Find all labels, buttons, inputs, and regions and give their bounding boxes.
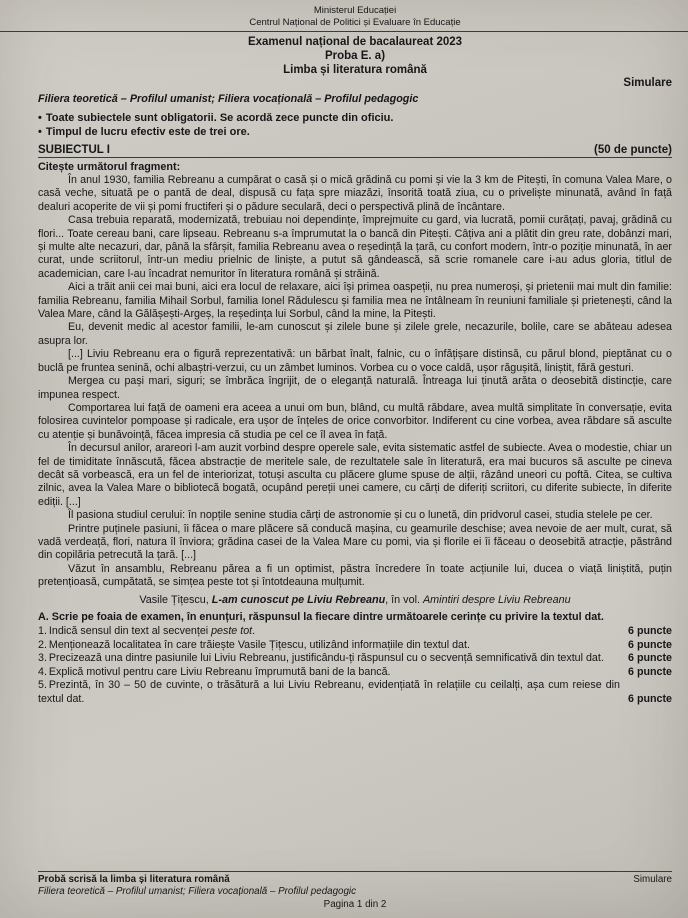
question-2 <box>38 639 672 653</box>
attribution-mid: , în vol. <box>385 593 423 606</box>
question-text: Explică motivul pentru care Liviu Rebreanu împrumută bani de la bancă. <box>48 665 391 678</box>
attribution-work-title: L-am cunoscut pe Liviu Rebreanu <box>211 593 386 606</box>
question-text-end: . <box>252 625 256 638</box>
question-number: 5. <box>38 679 47 692</box>
question-points: 6 puncte <box>628 652 672 665</box>
exam-title: Examenul național de bacalaureat 2023 <box>247 36 463 48</box>
question-text: Precizează una dintre pasiunile lui Liviu Rebreanu, justificându-ți răspunsul cu o secvență semnificativă din textul dat. <box>48 652 604 665</box>
fragment-text <box>38 174 672 590</box>
question-text: Indică sensul din text al secvenței <box>48 625 212 638</box>
footer-proba: Probă scrisă la limba și literatura română <box>38 873 230 885</box>
fragment-paragraph: Casa trebuia reparată, modernizată, trebuiau noi dependințe, împrejmuite cu gard, via lucrată, pomii curățați, pavaj, grădină cu flori... Toate cereau bani, care lipseau. Rebreanu s-a împrumutat la o bancă din Pitești. Câțiva ani a plătit din greu rate, dobânzi mari, și multe alte necazuri, dar, până la sfârșit, familia Rebreanu avea o reședință la țară, cu confort modern, într-o poziție minunată, în aer curat, unde scriitorul, într-un mediu prielnic de liniște, a putut să gândească, să scrie romanele care i-au adus gloria, titlul de academician, care l-au încadrat nemuritor în literatura română și străină. <box>38 214 672 280</box>
question-number: 2. <box>38 638 47 651</box>
fragment-paragraph: Eu, devenit medic al acestor familii, le-am cunoscut și zilele bune și zilele grele, necazurile, bolile, care se abăteau adesea asupra lor. <box>38 321 672 347</box>
bullet-icon: • <box>38 126 42 138</box>
footer-page-number: Pagina 1 din 2 <box>323 898 387 910</box>
exam-title-block <box>38 35 672 77</box>
question-text: Prezintă, în 30 – 50 de cuvinte, o trăsătură a lui Liviu Rebreanu, evidențiată în relațiile cu ceilalți, așa cum reiese din textul dat. <box>38 679 620 705</box>
bullet-icon: • <box>38 112 42 124</box>
fragment-paragraph: Îl pasiona studiul cerului: în nopțile senine studia cărți de astronomie și cu o lunetă, din pridvorul casei, studia stelele pe cer. <box>68 509 653 522</box>
document-header <box>0 5 688 32</box>
question-number: 4. <box>38 665 47 678</box>
fragment-prompt: Citește următorul fragment: <box>38 161 181 173</box>
question-3 <box>38 652 672 666</box>
instruction-text: Timpul de lucru efectiv este de trei ore. <box>45 126 250 138</box>
filiera-line: Filiera teoretică – Profilul umanist; Filiera vocațională – Profilul pedagogic <box>38 93 419 105</box>
simulare-label: Simulare <box>623 77 672 89</box>
question-number: 1. <box>38 625 47 638</box>
fragment-paragraph: În decursul anilor, arareori l-am auzit vorbind despre operele sale, evita sistematic astfel de subiecte. Avea o modestie, chiar un fel de timiditate înnăscută, făcea abstracție de meritele sale, de rezultatele sale în literatură, era mai bucuros să asculte pe cineva decât să vorbească, era un fel de interiorizat, totuși asculta cu plăcere glume spuse de alții, râzând uneori cu poftă. Citea, se cultiva zilnic, avea la Valea Mare o bibliotecă bogată, ocupând pereții unei camere, cu cărți de diferiți scriitori, cu diferite subiecte, în diferite ediții. [...] <box>38 442 672 508</box>
question-4 <box>38 666 672 680</box>
question-text: Menționează localitatea în care trăiește Vasile Țițescu, utilizând informațiile din textul dat. <box>48 638 470 651</box>
fragment-paragraph: Comportarea lui față de oameni era aceea a unui om bun, blând, cu multă răbdare, avea multă simplitate în conversație, evita folosirea cuvintelor pompoase și radicale, era ușor de înțeles de orice convorbitor. Indiferent cu cine vorbea, avea răbdare să asculte cu atenție și bunăvoință, făcea impresia că studia pe cel ce îl avea în față. <box>38 401 672 441</box>
subiect-header <box>38 144 672 158</box>
question-1 <box>38 625 672 639</box>
section-a-intro: A. Scrie pe foaia de examen, în enunțuri, răspunsul la fiecare dintre următoarele cerințe cu privire la textul dat. <box>38 610 604 623</box>
instruction-item <box>38 125 672 139</box>
fragment-paragraph: Printre puținele pasiuni, îi făcea o mare plăcere să conducă mașina, cu geamurile deschise; avea nevoie de aer mult, curat, să vadă verdeață, flori, natura îl înviora; grădina casei de la Valea Mare cu pomi, via și florile ei îi făceau o deosebită atracție, păstrând din copilăria petrecută la țară. [...] <box>38 522 672 562</box>
general-instructions <box>38 111 672 139</box>
instruction-text: Toate subiectele sunt obligatorii. Se acordă zece puncte din oficiu. <box>45 112 394 124</box>
attribution-volume: Amintiri despre Liviu Rebreanu <box>422 593 571 606</box>
fragment-paragraph: În anul 1930, familia Rebreanu a cumpărat o casă și o mică grădină cu pomi și vie la 3 km de Pitești, în comuna Valea Mare, o casă veche, situată pe o pantă de deal, dispusă cu fața spre miazăzi, însorită toată ziua, cu o priveliște minunată, având în față dealuri acoperite de vii și pomi fructiferi și o pădure seculară, deci o perspectivă plină de încântare. <box>38 174 672 213</box>
footer-row <box>38 874 672 887</box>
fragment-paragraph: Văzut în ansamblu, Rebreanu părea a fi un optimist, păstra încredere în toate acțiunile lui, ducea o viață liniștită, puțin pretențioasă, cumpătată, se simțea peste tot și întotdeauna mulțumit. <box>38 562 672 589</box>
question-points: 6 puncte <box>628 625 672 638</box>
footer-simulare: Simulare <box>633 873 672 885</box>
ministry-name: Ministerul Educației <box>313 5 397 16</box>
attribution <box>38 594 672 606</box>
exam-subject: Limba și literatura română <box>283 64 427 76</box>
footer-filiera: Filiera teoretică – Profilul umanist; Filiera vocațională – Profilul pedagogic <box>38 886 357 897</box>
question-5 <box>38 679 672 706</box>
page-footer <box>38 871 672 912</box>
subiect-points: (50 de puncte) <box>594 144 672 156</box>
question-points: 6 puncte <box>628 692 672 705</box>
question-points: 6 puncte <box>628 638 672 651</box>
center-name: Centrul Național de Politici și Evaluare în Educație <box>249 16 461 28</box>
exam-proba: Proba E. a) <box>324 50 386 62</box>
question-points: 6 puncte <box>628 665 672 678</box>
questions-list <box>38 625 672 706</box>
fragment-paragraph: [...] Liviu Rebreanu era o figură reprezentativă: un bărbat înalt, falnic, cu o înfățișare distinsă, cu părul blond, pieptănat cu o buclă pe fruntea senină, ochi albaștri-verzui, cu un zâmbet luminos. Vorbea cu o voce caldă, ușor răgușită, liniștit, fără gesturi. <box>38 348 672 374</box>
subiect-label: SUBIECTUL I <box>38 144 110 156</box>
instruction-item <box>38 111 672 125</box>
question-number: 3. <box>38 652 47 665</box>
fragment-paragraph: Aici a trăit anii cei mai buni, aici era locul de relaxare, aici își primea oaspeții, nu prea numeroși, și prietenii mai mult din familie: familia Rebreanu, familia Mihail Sorbul, familia Ionel Rădulescu și familia mea ne întâlneam în reuniuni familiale și prietenești, când la Valea Mare, când la Gălășești-Argeș, la reședința lui Sorbul, când la mine, la Pitești. <box>38 281 672 321</box>
attribution-author: Vasile Țițescu, <box>139 593 212 606</box>
question-italic-term: peste tot <box>211 625 253 638</box>
fragment-paragraph: Mergea cu pași mari, siguri; se îmbrăca îngrijit, de o eleganță naturală. Întreaga lui ținută arăta o deosebită distincție, care impunea respect. <box>38 375 672 401</box>
